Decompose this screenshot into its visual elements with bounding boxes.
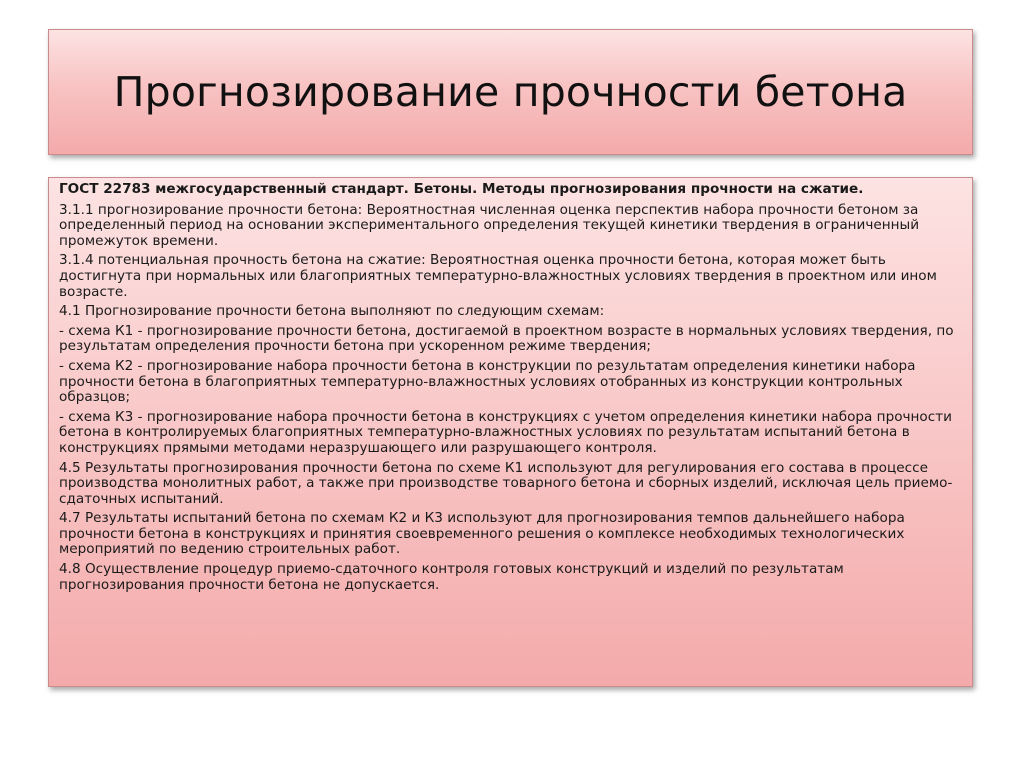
paragraph-4-5: 4.5 Результаты прогнозирования прочности бетона по схеме К1 используют для регулирования его состава в процессе производства монолитных работ, а также при производстве товарного бетона и сборных изделий, исключая цель приемо-сдаточных испытаний. xyxy=(59,459,953,507)
content-box xyxy=(48,177,973,687)
gost-heading: ГОСТ 22783 межгосударственный стандарт. Бетоны. Методы прогнозирования прочности на сжатие. xyxy=(59,181,864,197)
paragraph-4-8: 4.8 Осуществление процедур приемо-сдаточного контроля готовых конструкций и изделий по результатам прогнозирования прочности бетона не допускается. xyxy=(59,561,844,593)
title-box xyxy=(48,29,973,155)
scheme-k2: - схема К2 - прогнозирование набора прочности бетона в конструкции по результатам определения кинетики набора прочности бетона в благоприятных температурно-влажностных условиях отобранных из конструкции контрольных образцов; xyxy=(59,357,916,406)
paragraph-4-7: 4.7 Результаты испытаний бетона по схемам К2 и К3 используют для прогнозирования темпов дальнейшего набора прочности бетона в конструкциях и принятия своевременного решения о комплексе необходимых технологических мероприятий по ведению строительных работ. xyxy=(59,510,905,558)
paragraph-3-1-1: 3.1.1 прогнозирование прочности бетона: Вероятностная численная оценка перспектив набора прочности бетоном за определенный период на основании экспериментального определения текущей кинетики твердения в ограниченный промежуток времени. xyxy=(59,201,920,249)
scheme-k1: - схема К1 - прогнозирование прочности бетона, достигаемой в проектном возрасте в нормальных условиях твердения, по результатам определения прочности бетона при ускоренном режиме твердения; xyxy=(59,322,954,355)
slide-title: Прогнозирование прочности бетона xyxy=(113,68,908,116)
paragraph-4-1: 4.1 Прогнозирование прочности бетона выполняют по следующим схемам: xyxy=(59,303,605,320)
scheme-k3: - схема К3 - прогнозирование набора прочности бетона в конструкциях с учетом определения кинетики набора прочности бетона в контролируемых благоприятных температурно-влажностных условиях по результатам испытаний бетона в конструкциях прямыми методами неразрушающего или разрушающего контроля. xyxy=(59,408,952,456)
paragraph-3-1-4: 3.1.4 потенциальная прочность бетона на сжатие: Вероятностная оценка прочности бетона, которая может быть достигнута при нормальных или благоприятных температурно-влажностных условиях твердения в проектном или ином возрасте. xyxy=(59,252,937,300)
